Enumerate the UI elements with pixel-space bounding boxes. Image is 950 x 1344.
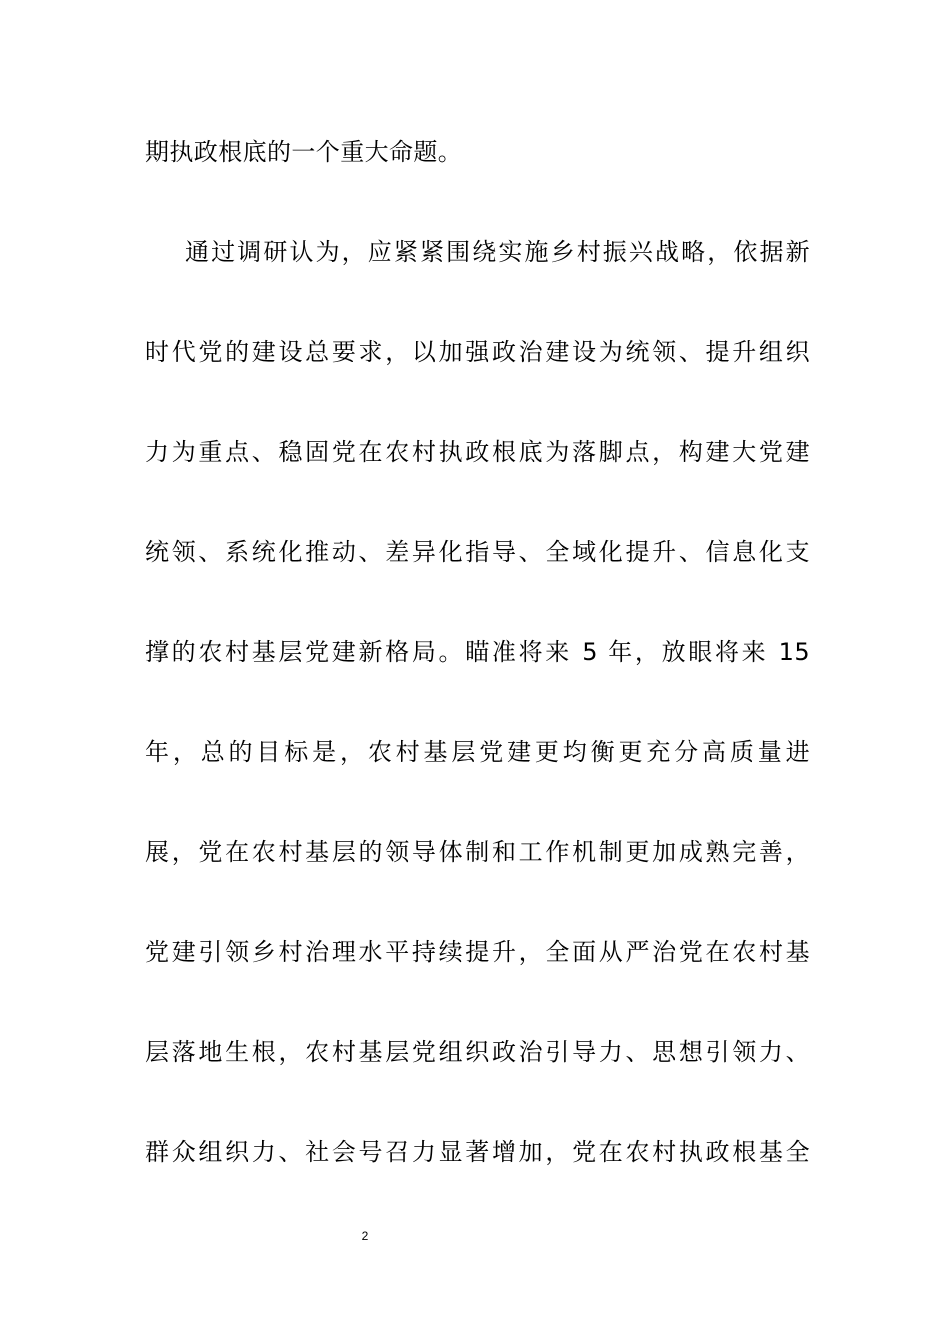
paragraph-first-line: 通过调研认为，应紧紧围绕实施乡村振兴战略，依据新 [185,238,810,266]
text-line: 时代党的建设总要求，以加强政治建设为统领、提升组织 [145,338,810,366]
text-line: 期执政根底的一个重大命题。 [145,138,463,166]
text-line: 年，总的目标是，农村基层党建更均衡更充分高质量进 [145,738,810,766]
text-line: 力为重点、稳固党在农村执政根底为落脚点，构建大党建 [145,438,810,466]
text-line: 展，党在农村基层的领导体制和工作机制更加成熟完善， [145,838,810,866]
page-number: 2 [361,1229,369,1243]
text-line: 统领、系统化推动、差异化指导、全域化提升、信息化支 [145,538,810,566]
text-line: 党建引领乡村治理水平持续提升，全面从严治党在农村基 [145,938,810,966]
text-line: 撑的农村基层党建新格局。瞄准将来 5 年，放眼将来 15 [145,638,810,666]
text-line: 层落地生根，农村基层党组织政治引导力、思想引领力、 [145,1038,810,1066]
text-line: 群众组织力、社会号召力显著增加，党在农村执政根基全 [145,1138,810,1166]
